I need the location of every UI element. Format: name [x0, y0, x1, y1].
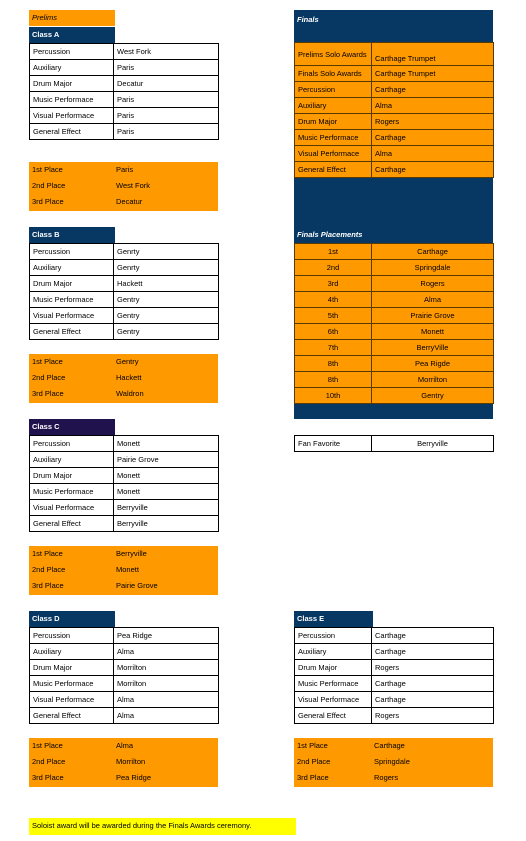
caption-name: Auxiliary — [30, 452, 114, 468]
place-label: 1st Place — [32, 165, 63, 174]
table-row — [30, 468, 219, 484]
caption-winner: Alma — [114, 708, 219, 724]
caption-name: Auxiliary — [30, 644, 114, 660]
table-row — [30, 260, 219, 276]
place-label: 2nd Place — [32, 181, 66, 190]
placement-band: Springdale — [372, 260, 494, 276]
finals-title: Finals — [297, 15, 319, 24]
place-band: Morrilton — [116, 757, 146, 766]
table-row — [295, 644, 494, 660]
table-row — [295, 276, 494, 292]
caption-winner: Genrty — [114, 260, 219, 276]
caption-winner: Gentry — [114, 292, 219, 308]
table-row — [30, 500, 219, 516]
finals-awards-table — [294, 42, 494, 178]
award-winner: Carthage — [372, 130, 494, 146]
award-winner: Carthage Trumpet — [372, 43, 494, 66]
table-row — [29, 738, 218, 754]
caption-winner: West Fork — [114, 44, 219, 60]
caption-winner: Morrilton — [114, 676, 219, 692]
award-caption: Prelims Solo Awards — [295, 43, 372, 66]
caption-name: Drum Major — [30, 660, 114, 676]
award-winner: Carthage — [372, 162, 494, 178]
place-label: 2nd Place — [32, 565, 66, 574]
table-row — [294, 738, 493, 754]
table-row — [30, 436, 219, 452]
award-caption: Auxiliary — [295, 98, 372, 114]
caption-name: Drum Major — [30, 276, 114, 292]
table-row — [29, 178, 218, 194]
place-label: 3rd Place — [32, 581, 64, 590]
table-row — [295, 340, 494, 356]
table-row — [295, 692, 494, 708]
place-band: Pea Ridge — [116, 773, 152, 782]
caption-name: Auxiliary — [30, 260, 114, 276]
award-winner: Carthage Trumpet — [372, 66, 494, 82]
caption-winner: Morrilton — [114, 660, 219, 676]
caption-name: Percussion — [30, 244, 114, 260]
caption-name: Music Performace — [30, 484, 114, 500]
place-band: Monett — [116, 565, 139, 574]
award-caption: Drum Major — [295, 114, 372, 130]
place-label: 3rd Place — [297, 773, 329, 782]
table-row — [30, 108, 219, 124]
class-d-header: Class D — [29, 611, 115, 627]
table-row — [29, 354, 218, 370]
table-row — [29, 370, 218, 386]
class-d-placements — [29, 738, 218, 787]
class-b-header: Class B — [29, 227, 115, 243]
caption-name: Visual Performace — [30, 692, 114, 708]
caption-winner: Rogers — [372, 660, 494, 676]
caption-name: General Effect — [30, 708, 114, 724]
place-label: 1st Place — [32, 741, 63, 750]
table-row — [30, 244, 219, 260]
placement-rank: 8th — [295, 372, 372, 388]
award-winner: Carthage — [372, 82, 494, 98]
placement-band: Carthage — [372, 244, 494, 260]
table-row — [30, 644, 219, 660]
caption-name: Music Performace — [30, 92, 114, 108]
caption-name: Percussion — [30, 44, 114, 60]
caption-name: General Effect — [295, 708, 372, 724]
caption-name: Music Performace — [295, 676, 372, 692]
placement-rank: 5th — [295, 308, 372, 324]
place-label: 3rd Place — [32, 197, 64, 206]
class-c-header: Class C — [29, 419, 115, 435]
caption-name: General Effect — [30, 516, 114, 532]
caption-winner: Rogers — [372, 708, 494, 724]
placement-rank: 1st — [295, 244, 372, 260]
table-row — [30, 628, 219, 644]
place-label: 2nd Place — [297, 757, 331, 766]
fan-favorite-winner: Berryville — [372, 436, 494, 452]
caption-winner: Monett — [114, 468, 219, 484]
caption-winner: Alma — [114, 692, 219, 708]
table-row — [29, 546, 218, 562]
caption-name: Auxiliary — [295, 644, 372, 660]
table-row — [29, 770, 218, 786]
prelims-title: Prelims — [29, 10, 115, 26]
caption-name: Visual Performace — [30, 108, 114, 124]
table-row — [295, 146, 494, 162]
caption-name: Music Performace — [30, 292, 114, 308]
class-d-captions-table — [29, 627, 219, 724]
caption-name: Music Performace — [30, 676, 114, 692]
table-row — [30, 660, 219, 676]
class-a-header: Class A — [29, 27, 115, 43]
place-band: Hackett — [116, 373, 142, 382]
caption-winner: Carthage — [372, 692, 494, 708]
award-caption: Visual Performace — [295, 146, 372, 162]
table-row — [30, 452, 219, 468]
table-row — [295, 292, 494, 308]
place-label: 1st Place — [297, 741, 328, 750]
table-row — [295, 436, 494, 452]
table-row — [30, 692, 219, 708]
caption-name: Visual Performace — [30, 500, 114, 516]
table-row — [30, 44, 219, 60]
placement-band: Rogers — [372, 276, 494, 292]
table-row — [295, 244, 494, 260]
placement-band: Monett — [372, 324, 494, 340]
caption-name: Percussion — [30, 436, 114, 452]
class-c-captions-table — [29, 435, 219, 532]
placement-rank: 2nd — [295, 260, 372, 276]
place-band: Alma — [116, 741, 134, 750]
caption-winner: Gentry — [114, 324, 219, 340]
place-band: Pairie Grove — [116, 581, 158, 590]
caption-name: Drum Major — [30, 76, 114, 92]
caption-name: General Effect — [30, 124, 114, 140]
table-row — [295, 308, 494, 324]
table-row — [295, 372, 494, 388]
caption-winner: Carthage — [372, 644, 494, 660]
table-row — [29, 386, 218, 402]
placement-band: Gentry — [372, 388, 494, 404]
table-row — [295, 388, 494, 404]
table-row — [30, 60, 219, 76]
caption-winner: Berryville — [114, 516, 219, 532]
place-label: 2nd Place — [32, 757, 66, 766]
place-band: Decatur — [116, 197, 143, 206]
table-row — [295, 66, 494, 82]
table-row — [30, 676, 219, 692]
placement-rank: 4th — [295, 292, 372, 308]
fan-favorite-table — [294, 435, 494, 452]
table-row — [295, 114, 494, 130]
place-band: Berryville — [116, 549, 147, 558]
caption-winner: Monett — [114, 484, 219, 500]
place-band: Rogers — [374, 773, 399, 782]
table-row — [294, 770, 493, 786]
table-row — [294, 754, 493, 770]
caption-name: Visual Performace — [30, 308, 114, 324]
place-label: 3rd Place — [32, 773, 64, 782]
award-caption: General Effect — [295, 162, 372, 178]
caption-winner: Genrty — [114, 244, 219, 260]
table-row — [29, 162, 218, 178]
caption-name: Visual Performace — [295, 692, 372, 708]
caption-winner: Pea Ridge — [114, 628, 219, 644]
placement-rank: 10th — [295, 388, 372, 404]
table-row — [295, 660, 494, 676]
placement-band: Prairie Grove — [372, 308, 494, 324]
caption-winner: Paris — [114, 108, 219, 124]
award-winner: Rogers — [372, 114, 494, 130]
award-caption: Percussion — [295, 82, 372, 98]
table-row — [30, 324, 219, 340]
table-row — [295, 324, 494, 340]
table-row — [30, 76, 219, 92]
caption-winner: Decatur — [114, 76, 219, 92]
table-row — [295, 356, 494, 372]
table-row — [295, 628, 494, 644]
class-e-header: Class E — [294, 611, 373, 627]
class-a-captions-table — [29, 43, 219, 140]
caption-winner: Monett — [114, 436, 219, 452]
award-caption: Finals Solo Awards — [295, 66, 372, 82]
table-row — [295, 43, 494, 66]
placement-band: Pea Rigde — [372, 356, 494, 372]
table-row — [30, 92, 219, 108]
placement-band: Alma — [372, 292, 494, 308]
class-c-placements — [29, 546, 218, 595]
table-row — [295, 130, 494, 146]
table-row — [30, 308, 219, 324]
table-row — [30, 516, 219, 532]
placement-band: BerryVille — [372, 340, 494, 356]
class-e-captions-table — [294, 627, 494, 724]
caption-name: Drum Major — [30, 468, 114, 484]
caption-winner: Carthage — [372, 676, 494, 692]
placement-rank: 6th — [295, 324, 372, 340]
class-b-captions-table — [29, 243, 219, 340]
caption-winner: Carthage — [372, 628, 494, 644]
caption-winner: Gentry — [114, 308, 219, 324]
caption-name: Auxiliary — [30, 60, 114, 76]
table-row — [295, 162, 494, 178]
fan-favorite-label: Fan Favorite — [295, 436, 372, 452]
place-label: 2nd Place — [32, 373, 66, 382]
caption-winner: Alma — [114, 644, 219, 660]
place-label: 3rd Place — [32, 389, 64, 398]
table-row — [30, 292, 219, 308]
placement-rank: 8th — [295, 356, 372, 372]
finals-placements-title: Finals Placements — [297, 230, 363, 239]
table-row — [29, 578, 218, 594]
caption-name: Percussion — [30, 628, 114, 644]
table-row — [29, 754, 218, 770]
table-row — [295, 708, 494, 724]
caption-name: Drum Major — [295, 660, 372, 676]
class-b-placements — [29, 354, 218, 403]
place-band: Gentry — [116, 357, 139, 366]
caption-name: General Effect — [30, 324, 114, 340]
place-band: Paris — [116, 165, 134, 174]
soloist-note: Soloist award will be awarded during the Finals Awards ceremony. — [29, 818, 296, 835]
caption-winner: Hackett — [114, 276, 219, 292]
table-row — [29, 562, 218, 578]
award-winner: Alma — [372, 98, 494, 114]
table-row — [295, 676, 494, 692]
table-row — [30, 484, 219, 500]
caption-winner: Berryville — [114, 500, 219, 516]
table-row — [30, 124, 219, 140]
caption-name: Percussion — [295, 628, 372, 644]
place-band: Springdale — [374, 757, 410, 766]
award-caption: Music Performace — [295, 130, 372, 146]
place-band: West Fork — [116, 181, 151, 190]
class-e-placements — [294, 738, 493, 787]
place-label: 1st Place — [32, 549, 63, 558]
place-band: Carthage — [374, 741, 405, 750]
class-a-placements — [29, 162, 218, 211]
table-row — [29, 194, 218, 210]
caption-winner: Pairie Grove — [114, 452, 219, 468]
table-row — [295, 260, 494, 276]
caption-winner: Paris — [114, 92, 219, 108]
place-band: Waldron — [116, 389, 144, 398]
table-row — [30, 708, 219, 724]
award-winner: Alma — [372, 146, 494, 162]
placement-band: Morrilton — [372, 372, 494, 388]
placement-rank: 7th — [295, 340, 372, 356]
table-row — [30, 276, 219, 292]
caption-winner: Paris — [114, 124, 219, 140]
table-row — [295, 98, 494, 114]
placement-rank: 3rd — [295, 276, 372, 292]
place-label: 1st Place — [32, 357, 63, 366]
table-row — [295, 82, 494, 98]
caption-winner: Paris — [114, 60, 219, 76]
finals-placements-table — [294, 243, 494, 404]
